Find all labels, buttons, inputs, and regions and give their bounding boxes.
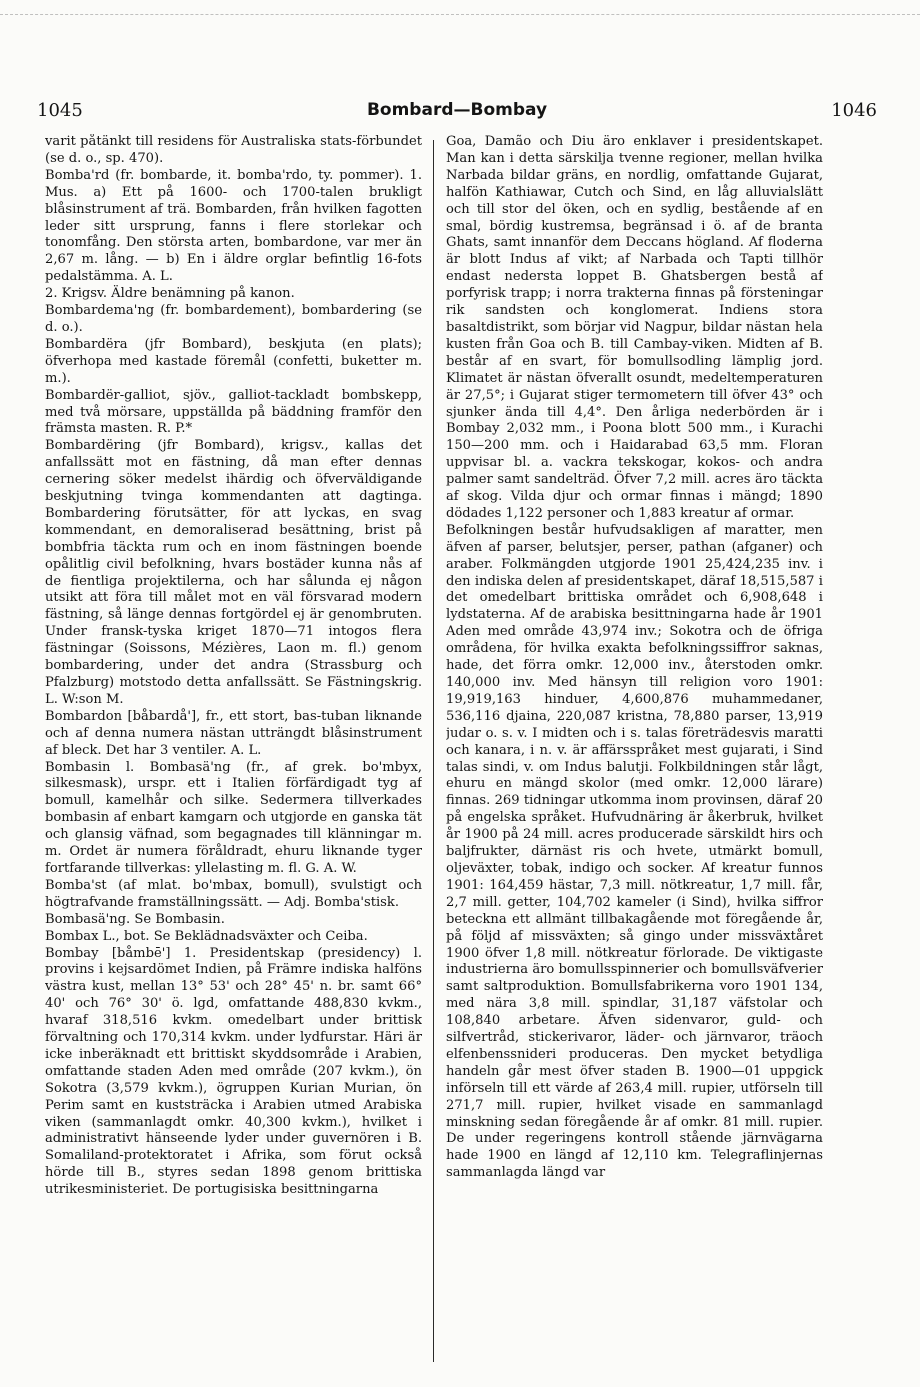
- page-number-left: 1045: [37, 100, 83, 121]
- column-divider: [433, 140, 434, 1362]
- top-scan-rule: [0, 14, 920, 15]
- right-column: [446, 134, 823, 1374]
- right-column-text: Goa, Damão och Diu äro enklaver i presidentskapet. Man kan i detta särskilja tvenne regioner, mellan hvilka Narbada bildar gräns, en nordlig, omfattande Gujarat, halfön Kathiawar, Cutch och Sind, en låg alluvialslätt och till stor del öken, och en sydlig, bestående af en smal, bördig kustremsa, begränsad i ö. af de branta Ghats, samt innanför dem Deccans högland. Af floderna är blott Indus af vikt; af Narbada och Tapti tillhör endast nedersta loppet B. Ghatsbergen bestå af porfyrisk trapp; i norra trakterna finnas på försteningar rik sandsten och konglomerat. Indiens stora basaltdistrikt, som börjar vid Nagpur, bildar nästan hela kusten från Goa och B. till Cambay-viken. Midten af B. består af en svart, för bomullsodling lämplig jord. Klimatet är nästan öfverallt osundt, medeltemperaturen är 27,5°; i Gujarat stiger termometern till öfver 43° och sjunker ända till 4,4°. Den årliga nederbörden är i Bombay 2,032 mm., i Poona blott 500 mm., i Kurachi 150—200 mm. och i Haidarabad 63,5 mm. Floran uppvisar bl. a. vackra tekskogar, kokos- och andra palmer samt sandelträd. Öfver 7,2 mill. acres äro täckta af skog. Vilda djur och ormar finnas i mängd; 1890 dödades 1,122 personer och 1,883 kreatur af ormar. Befolkningen består hufvudsakligen af maratter, men äfven af parser, belutsjer, perser, pathan (afganer) och araber. Folkmängden utgjorde 1901 25,424,235 inv. i den indiska delen af presidentskapet, däraf 18,515,587 i det omedelbart brittiska området och 6,908,648 i lydstaterna. Af de arabiska besittningarna hade år 1901 Aden med område 43,974 inv.; Sokotra och de öfriga områdena, för hvilka exakta befolkningssiffror saknas, hade, det förra omkr. 12,000 inv., återstoden omkr. 140,000 inv. Med hänsyn till religion voro 1901: 19,919,163 hinduer, 4,600,876 muhammedaner, 536,116 djaina, 220,087 kristna, 78,880 parser, 13,919 judar o. s. v. I midten och i s. talas företrädesvis maratti och kanara, i n. v. är affärsspråket mest gujarati, i Sind talas sindi, v. om Indus balutji. Folkbildningen står lågt, ehuru en mängd skolor (med omkr. 12,000 lärare) finnas. 269 tidningar utkomma inom provinsen, däraf 20 på engelska språket. Hufvudnäring är åkerbruk, hvilket år 1900 på 24 mill. acres producerade särskildt hirs och baljfrukter, därnäst ris och hvete, utmärkt bomull, oljeväxter, tobak, indigo och socker. Af kreatur funnos 1901: 164,459 hästar, 7,3 mill. nötkreatur, 1,7 mill. får, 2,7 mill. getter, 104,702 kameler (i Sind), hvilka siffror beteckna ett allmänt tillbakagående mot föregående år, på följd af missväxten; så gingo under missväxtåret 1900 öfver 1,8 mill. nötkreatur förlorade. De viktigaste industrierna äro bomullsspinnerier och bomullsväfverier samt saltproduktion. Bomullsfabrikerna voro 1901 134, med nära 3,8 mill. spindlar, 31,187 väfstolar och 108,840 arbetare. Äfven sidenvaror, guld- och silfvertråd, stickerivaror, läder- och järnvaror, träoch elfenbenssnideri produceras. Den mycket betydliga handeln går mest öfver staden B. 1900—01 uppgick införseln till ett värde af 263,4 mill. rupier, utförseln till 271,7 mill. rupier, hvilket visade en sammanlagd minskning sedan föregående år af omkr. 81 mill. rupier. De under regeringens kontroll stående järnvägarna hade 1900 en längd af 12,110 km. Telegraflinjernas sammanlagda längd var: [446, 134, 823, 1181]
- page-number-right: 1046: [831, 100, 877, 121]
- running-title: Bombard—Bombay: [366, 100, 548, 120]
- page-header: [37, 100, 877, 124]
- left-column: [45, 134, 422, 1374]
- left-column-text: varit påtänkt till residens för Australiska stats-förbundet (se d. o., sp. 470). Bomba'rd (fr. bombarde, it. bomba'rdo, ty. pommer). 1. Mus. a) Ett på 1600- och 1700-talen brukligt blåsinstrument af trä. Bombarden, från hvilken fagotten leder sitt ursprung, fanns i flere storlekar och tonomfång. Den största arten, bombardone, var mer än 2,67 m. lång. — b) En i äldre orglar befintlig 16-fots pedalstämma. A. L. 2. Krigsv. Äldre benämning på kanon. Bombardema'ng (fr. bombardement), bombardering (se d. o.). Bombardëra (jfr Bombard), beskjuta (en plats); öfverhopa med kastade föremål (confetti, buketter m. m.). Bombardër-galliot, sjöv., galliot-tackladt bombskepp, med två mörsare, uppställda på bäddning framför den främsta masten. R. P.* Bombardëring (jfr Bombard), krigsv., kallas det anfallssätt mot en fästning, då man efter dennas cernering söker medelst ihärdig och öfverväldigande beskjutning tvinga kommendanten att dagtinga. Bombardering förutsätter, för att lyckas, en svag kommendant, en demoraliserad besättning, brist på bombfria täckta rum och en inom fästningen boende opålitlig civil befolkning, hvars bostäder kunna nås af de fientliga projektilerna, och har sålunda ej någon utsikt att föra till målet mot en väl försvarad modern fästning, så länge dennas fortgördel ej är genombruten. Under fransk-tyska kriget 1870—71 intogos flera fästningar (Soissons, Mézières, Laon m. fl.) genom bombardering, under det andra (Strassburg och Pfalzburg) motstodo detta anfallssätt. Se Fästningskrig. L. W:son M. Bombardon [båbardå'], fr., ett stort, bas-tuban liknande och af denna numera nästan utträngdt blåsinstrument af bleck. Det har 3 ventiler. A. L. Bombasin l. Bombasä'ng (fr., af grek. bo'mbyx, silkesmask), urspr. ett i Italien förfärdigadt tyg af bomull, kamelhår och silke. Sedermera tillverkades bombasin af enbart kamgarn och utgjorde en ganska tät och glansig väfnad, som begagnades till klänningar m. m. Ordet är numera föråldradt, ehuru liknande tyger fortfarande tillverkas: yllelasting m. fl. G. A. W. Bomba'st (af mlat. bo'mbax, bomull), svulstigt och högtrafvande framställningssätt. — Adj. Bomba'stisk. Bombasä'ng. Se Bombasin. Bombax L., bot. Se Beklädnadsväxter och Ceiba. Bombay [båmbē'] 1. Presidentskap (presidency) l. provins i kejsardömet Indien, på Främre indiska halföns västra kust, mellan 13° 53' och 28° 45' n. br. samt 66° 40' och 76° 30' ö. lgd, omfattande 488,830 kvkm., hvaraf 318,516 kvkm. omedelbart under brittisk förvaltning och 170,314 kvkm. under lydfurstar. Häri är icke inberäknadt ett brittiskt skyddsområde i Arabien, omfattande staden Aden med område (207 kvkm.), ön Sokotra (3,579 kvkm.), ögruppen Kurian Murian, ön Perim samt en kuststräcka i Arabien utmed Arabiska viken (sammanlagdt omkr. 40,300 kvkm.), hvilket i administrativt hänseende lyder under guvernören i B. Somaliland-protektoratet i Afrika, som förut också hörde till B., styres sedan 1898 genom brittiska utrikesministeriet. De portugisiska besittningarna: [45, 134, 422, 1198]
